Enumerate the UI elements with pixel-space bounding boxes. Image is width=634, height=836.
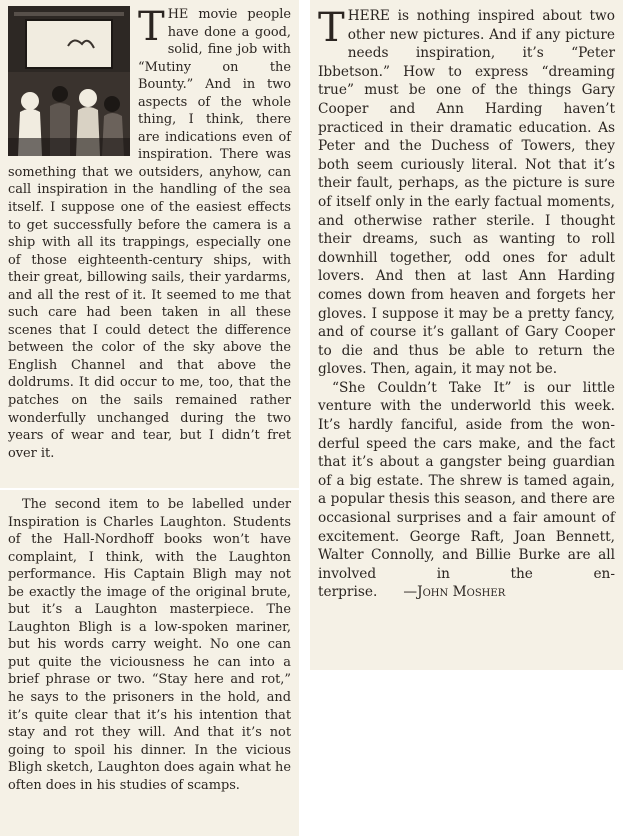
author-signature: —John Mosher [403, 584, 506, 601]
article-clipping-right [310, 0, 623, 670]
article-text-left: HE movie people have done a good, solid, fine job with “Mutiny on the Bounty.” And in two aspects of the whole thing, I think, there are indications even of inspiration. There was something that we outsiders, anyhow, can call inspiration in the handling of the sea itself. I suppose one of the easiest effects to get successfully before the camera is a ship with all its trappings, especially one of those eighteenth-century ships, with their great, billowing sails, their yardarms, and all the rest of it. It seemed to me that such care had been taken in all these scenes that I could detect the difference between the color of the sky above the English Channel and that above the doldrums. It did occur to me, too, that the patches on the sails remained rather wonderfully unchanged during the two years of wear and tear, but I didn’t fret over it. [8, 7, 291, 461]
drop-cap-left: T [138, 4, 165, 50]
article-paragraph-2 [318, 379, 615, 602]
article-clipping-left [0, 0, 299, 488]
article-clipping-second [0, 490, 299, 836]
article-paragraph-1: HERE is nothing inspired about two other new pictures. And if any picture needs inspiration, it’s “Peter Ibbetson.” How to express “dreaming true” must be one of the things Gary Cooper and Ann Harding haven’t practiced in their dramatic education. As Peter and the Duchess of Towers, they both seem curiously literal. Not that it’s their fault, perhaps, as the picture is sure of itself only in the early factual moments, and otherwise rather sterile. I thought their dreams, such as wanting to roll downhill together, odd ones for adult lovers. And then at last Ann Harding comes down from heaven and forgets her gloves. I suppose it may be a pretty fancy, and of course it’s gallant of Gary Cooper to die and thus be able to return the gloves. Then, again, it may not be. [318, 8, 615, 378]
article-paragraph-2-text: “She Couldn’t Take It” is our little venture with the underworld this week. It’s hardly fanciful, aside from the wonderful speed the cars make, and the fact that it’s about a gangster being guardian of a big estate. The shrew is tamed again, a popular thesis this season, and there are occasional surprises and a fair amount of excitement. George Raft, Joan Bennett, Walter Connolly, and Billie Burke are all involved in the enterprise. [318, 379, 615, 601]
drop-cap-right: T [318, 5, 345, 51]
theater-illustration-icon [8, 6, 130, 156]
article-text-second: The second item to be labelled under Inspiration is Charles Laughton. Students of the Hall-Nordhoff books won’t have complaint, I think, with the Laughton performance. His Captain Bligh may not be exactly the image of the original brute, but it’s a Laughton masterpiece. The Laughton Bligh is a low-spoken mariner, but his words carry weight. No one can put quite the viciousness he can into a brief phrase or two. “Stay here and rot,” he says to the prisoners in the hold, and it’s quite clear that it’s his intention that stay and rot they will. And that it’s not going to spoil his dinner. In the vicious Bligh sketch, Laughton does again what he often does in his studies of scamps. [8, 497, 291, 793]
movie-theater-audience-illustration [8, 6, 130, 156]
